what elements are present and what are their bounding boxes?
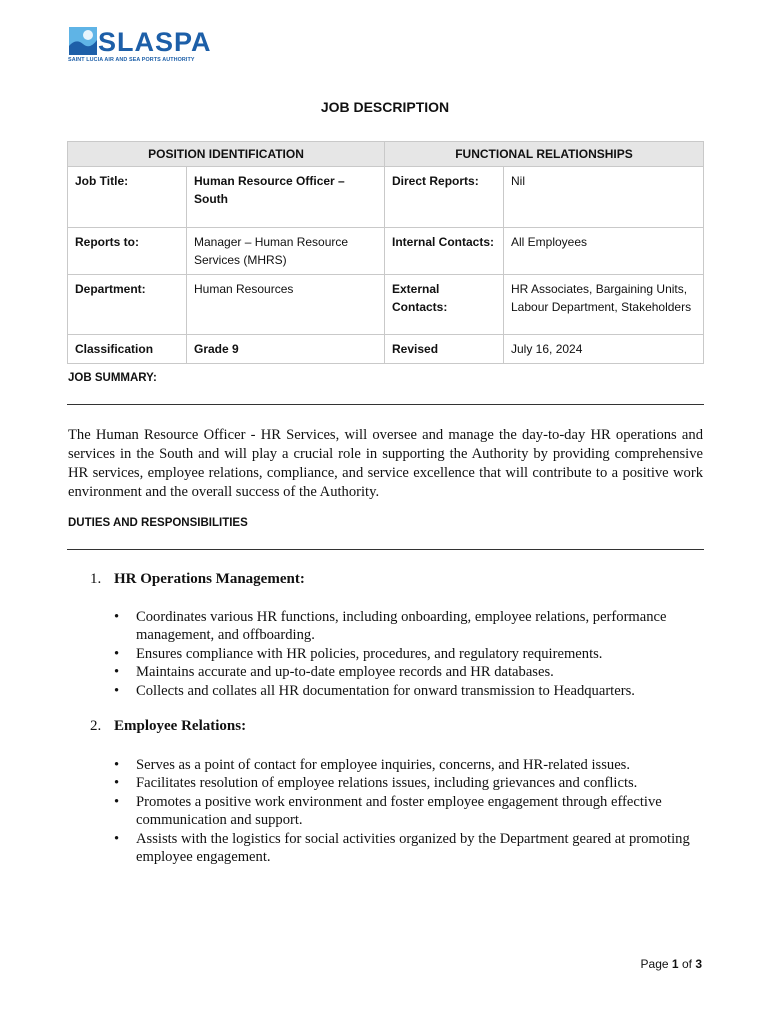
list-item: • Facilitates resolution of employee relations issues, including grievances and conflicts. [114,775,638,792]
job-summary-text: The Human Resource Officer - HR Services, will oversee and manage the day-to-day HR operations and services in the South and will play a crucial role in supporting the Authority by providing comprehensive HR services, employee relations, compliance, and service excellence that will contribute to a positive work environment and the overall success of the Authority. [68,427,703,500]
label-classification: Classification [68,335,187,364]
section-heading-employee-relations [90,718,246,735]
total-pages: 3 [695,957,702,971]
header-position-identification: POSITION IDENTIFICATION [68,142,385,167]
label-job-title: Job Title: [68,167,187,228]
slaspa-logo-mark-icon [68,26,98,56]
divider [67,549,704,550]
bullet-icon: • [114,682,120,699]
employee-relations-list [114,756,709,866]
table-row [68,275,704,335]
bullet-icon: • [114,757,120,773]
bullet-icon: • [114,830,120,847]
section-title: HR Operations Management: [114,571,305,587]
bullet-icon: • [114,609,120,625]
bullet-icon: • [114,775,120,792]
duties-label: DUTIES AND RESPONSIBILITIES [68,517,248,529]
table-row [68,228,704,275]
label-reports-to: Reports to: [68,228,187,275]
section-number: 1. [90,571,102,587]
list-item: • Serves as a point of contact for employee inquiries, concerns, and HR-related issues. [114,757,631,773]
current-page: 1 [671,957,679,971]
list-item: • Assists with the logistics for social activities organized by the Department geared at promoting employee engagement. [114,830,690,866]
logo-name: SLASPA [98,27,212,57]
slaspa-logo [68,26,228,66]
section-heading-hr-operations [90,571,305,588]
section-number: 2. [90,718,102,734]
logo-tagline: SAINT LUCIA AIR AND SEA PORTS AUTHORITY [68,57,195,63]
table-row [68,167,704,228]
label-revised: Revised [385,335,504,364]
list-item: • Collects and collates all HR documentation for onward transmission to Headquarters. [114,682,635,699]
list-item: • Maintains accurate and up-to-date employee records and HR databases. [114,664,554,681]
bullet-icon: • [114,793,120,810]
page-title: JOB DESCRIPTION [320,99,450,115]
value-direct-reports: Nil [504,167,704,228]
value-job-title: Human Resource Officer – South [187,167,385,228]
hr-operations-list [114,608,709,700]
value-internal-contacts: All Employees [504,228,704,275]
table-row [68,335,704,364]
bullet-icon: • [114,664,120,681]
value-external-contacts: HR Associates, Bargaining Units, Labour Department, Stakeholders [504,275,704,335]
page-number: Page 1 of 3 [640,957,702,971]
position-table [67,141,704,364]
job-summary-label: JOB SUMMARY: [68,372,157,384]
label-direct-reports: Direct Reports: [385,167,504,228]
label-department: Department: [68,275,187,335]
list-item: • Promotes a positive work environment and foster employee engagement through effective communication and support. [114,793,662,829]
value-classification: Grade 9 [187,335,385,364]
value-department: Human Resources [187,275,385,335]
bullet-icon: • [114,645,120,662]
header-functional-relationships: FUNCTIONAL RELATIONSHIPS [385,142,704,167]
table-header-row [68,142,704,167]
section-title: Employee Relations: [114,718,247,734]
value-reports-to: Manager – Human Resource Services (MHRS) [187,228,385,275]
label-internal-contacts: Internal Contacts: [385,228,504,275]
list-item: • Ensures compliance with HR policies, procedures, and regulatory requirements. [114,645,603,662]
list-item: • Coordinates various HR functions, including onboarding, employee relations, performance management, and offboarding. [114,609,667,644]
label-external-contacts: External Contacts: [385,275,504,335]
value-revised: July 16, 2024 [504,335,704,364]
divider [67,404,704,405]
